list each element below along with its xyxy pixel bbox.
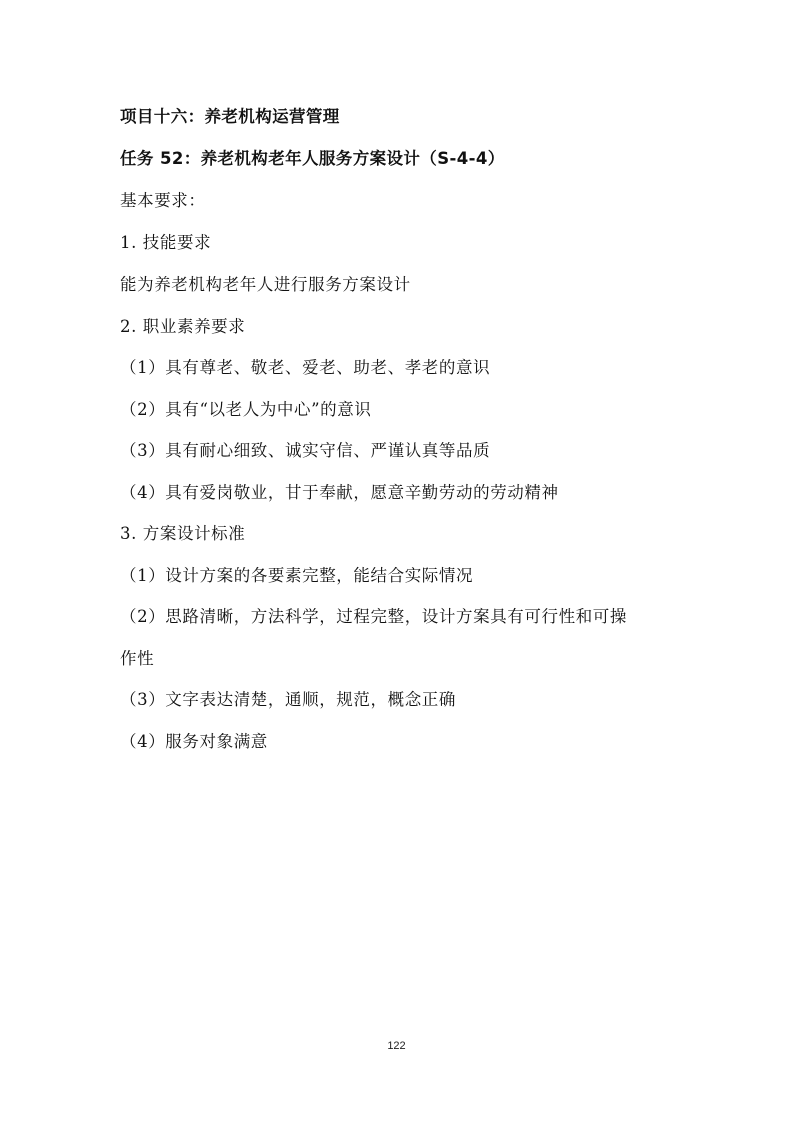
literacy-item: （1）具有尊老、敬老、爱老、助老、孝老的意识 [120, 358, 491, 377]
literacy-item: （2）具有“以老人为中心”的意识 [120, 400, 372, 419]
standard-item-continuation: 作性 [120, 649, 155, 668]
page-number: 122 [387, 1040, 406, 1052]
literacy-heading: 2. 职业素养要求 [120, 317, 246, 336]
standard-item: （2）思路清晰，方法科学，过程完整，设计方案具有可行性和可操 [120, 607, 627, 626]
basic-requirements-label: 基本要求： [120, 191, 206, 210]
standard-heading: 3. 方案设计标准 [120, 524, 246, 543]
literacy-item: （3）具有耐心细致、诚实守信、严谨认真等品质 [120, 441, 491, 460]
standard-item: （1）设计方案的各要素完整，能结合实际情况 [120, 566, 474, 585]
skills-heading: 1. 技能要求 [120, 233, 212, 252]
skills-text: 能为养老机构老年人进行服务方案设计 [120, 275, 411, 294]
project-title: 项目十六：养老机构运营管理 [120, 107, 340, 126]
standard-item: （4）服务对象满意 [120, 732, 268, 751]
task-title: 任务 52：养老机构老年人服务方案设计（S-4-4） [120, 149, 505, 168]
standard-item: （3）文字表达清楚，通顺，规范，概念正确 [120, 690, 456, 709]
literacy-item: （4）具有爱岗敬业，甘于奉献，愿意辛勤劳动的劳动精神 [120, 483, 559, 502]
